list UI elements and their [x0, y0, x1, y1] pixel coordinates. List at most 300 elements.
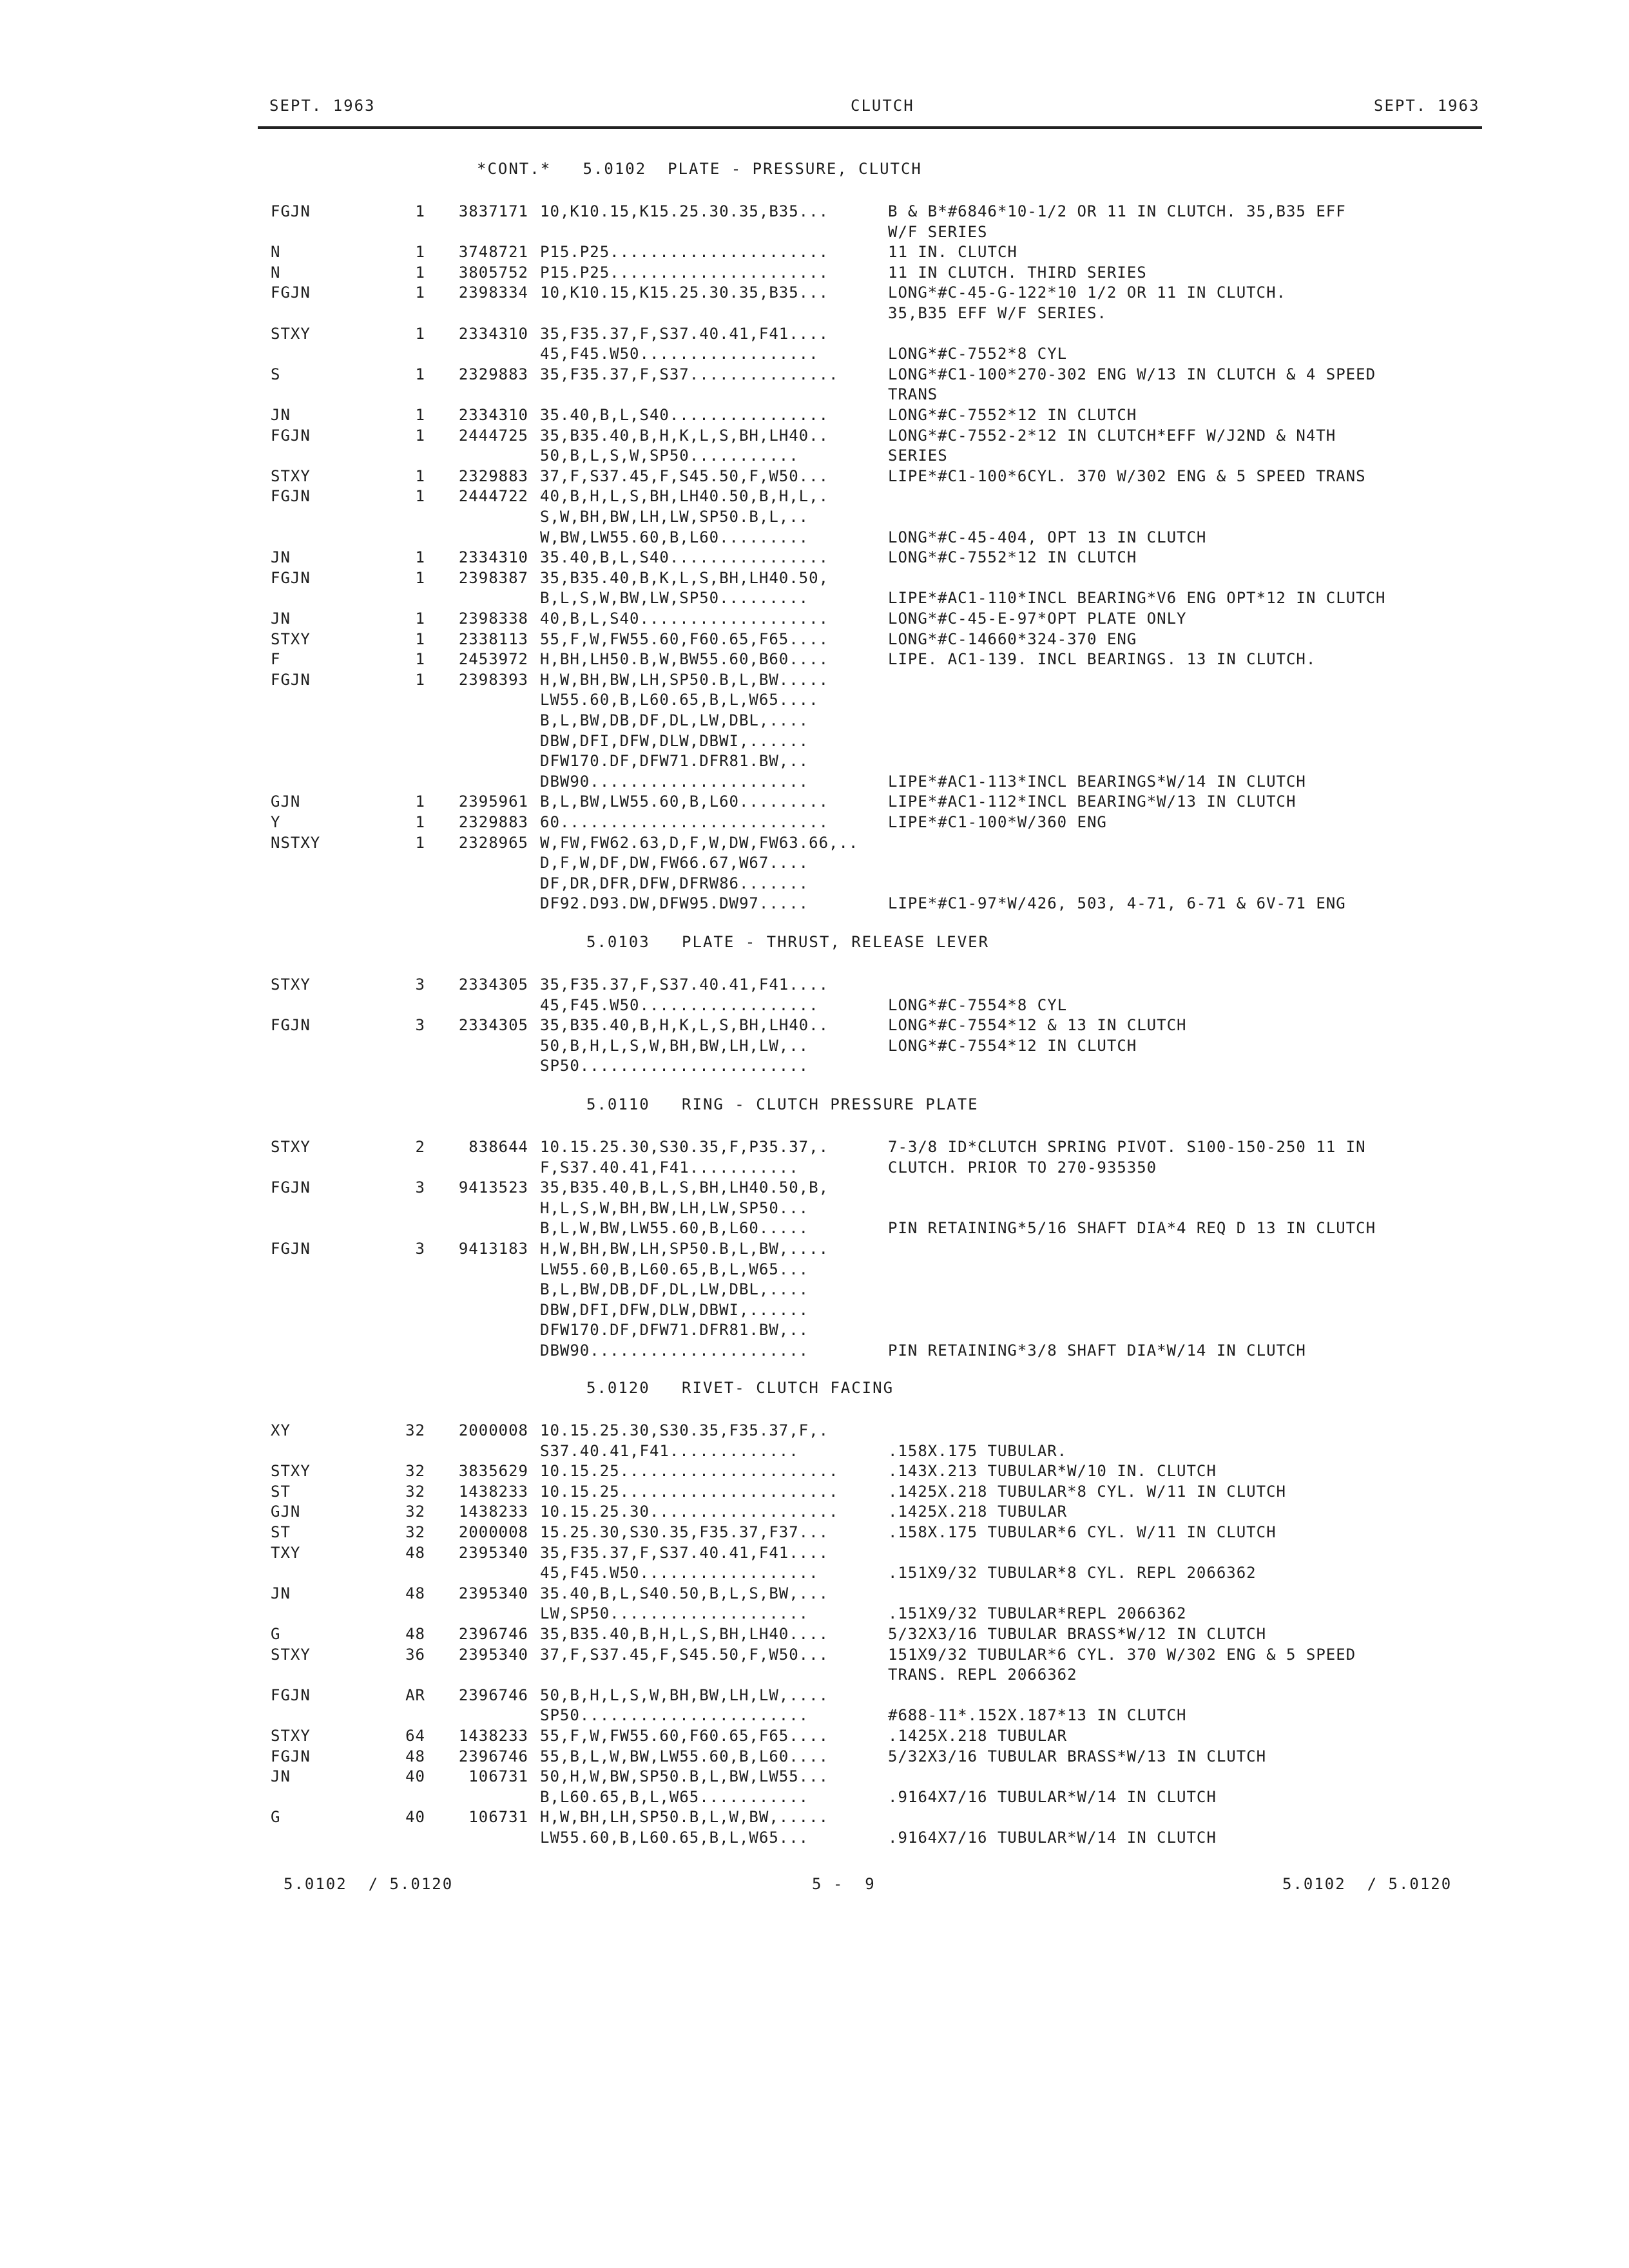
description: LONG*#C-7554*12 & 13 IN CLUTCH: [888, 1016, 1187, 1034]
part-row: [0, 1481, 1629, 1502]
description: .151X9/32 TUBULAR*REPL 2066362: [888, 1604, 1187, 1622]
model-list: H,BH,LH50.B,W,BW55.60,B60....: [540, 650, 829, 668]
part-row: [0, 242, 1629, 262]
part-row: [0, 262, 1629, 283]
model-code: ST: [271, 1483, 291, 1501]
model-list: 50,B,L,S,W,SP50...........: [540, 447, 799, 465]
model-list: 35,F35.37,F,S37.40.41,F41....: [540, 1544, 829, 1562]
description: 5/32X3/16 TUBULAR BRASS*W/12 IN CLUTCH: [888, 1625, 1267, 1643]
part-number: 2334310: [458, 325, 528, 343]
model-list: B,L,W,BW,LW55.60,B,L60.....: [540, 1219, 809, 1237]
model-list: 37,F,S37.45,F,S45.50,F,W50...: [540, 467, 829, 485]
part-number: 3835629: [458, 1462, 528, 1480]
description: LONG*#C-7552*8 CYL: [888, 345, 1068, 363]
model-code: FGJN: [271, 1747, 311, 1765]
description: LONG*#C-7554*8 CYL: [888, 996, 1068, 1014]
part-row: [0, 1238, 1629, 1259]
model-code: STXY: [271, 1462, 311, 1480]
part-number: 2453972: [458, 650, 528, 668]
model-code: FGJN: [271, 569, 311, 587]
model-list: SP50.......................: [540, 1706, 809, 1724]
quantity: 1: [415, 487, 425, 505]
model-list: 35,F35.37,F,S37.40.41,F41....: [540, 975, 829, 994]
quantity: 48: [405, 1544, 425, 1562]
part-row: [0, 1583, 1629, 1604]
model-code: STXY: [271, 467, 311, 485]
description: .1425X.218 TUBULAR: [888, 1727, 1068, 1745]
model-list: 55,B,L,W,BW,LW55.60,B,L60....: [540, 1747, 829, 1765]
model-code: FGJN: [271, 427, 311, 445]
part-number: 2329883: [458, 813, 528, 831]
part-number: 2396746: [458, 1686, 528, 1704]
description: LIPE. AC1-139. INCL BEARINGS. 13 IN CLUTCH.: [888, 650, 1316, 668]
model-list: 45,F45.W50..................: [540, 996, 819, 1014]
part-row: [0, 1725, 1629, 1746]
description: LIPE*#AC1-113*INCL BEARINGS*W/14 IN CLUTCH: [888, 773, 1306, 791]
quantity: 1: [415, 630, 425, 648]
part-row: [0, 812, 1629, 832]
model-list: H,W,BH,BW,LH,SP50.B,L,BW.....: [540, 671, 829, 689]
model-list: 35,B35.40,B,H,K,L,S,BH,LH40..: [540, 1016, 829, 1034]
model-code: ST: [271, 1523, 291, 1541]
description: 35,B35 EFF W/F SERIES.: [888, 304, 1107, 322]
section-title: 5.0110 RING - CLUTCH PRESSURE PLATE: [586, 1095, 979, 1113]
model-list: 35,F35.37,F,S37.40.41,F41....: [540, 325, 829, 343]
part-number: 106731: [468, 1767, 528, 1785]
part-row: [0, 425, 1629, 446]
quantity: 40: [405, 1808, 425, 1826]
quantity: AR: [405, 1686, 425, 1704]
part-row: [0, 303, 1629, 323]
model-list: 50,B,H,L,S,W,BH,BW,LH,LW,....: [540, 1686, 829, 1704]
description: #688-11*.152X.187*13 IN CLUTCH: [888, 1706, 1187, 1724]
part-number: 3748721: [458, 243, 528, 261]
part-row: [0, 791, 1629, 812]
model-list: LW,SP50....................: [540, 1604, 809, 1622]
model-list: 50,H,W,BW,SP50.B,L,BW,LW55...: [540, 1767, 829, 1785]
model-code: NSTXY: [271, 834, 321, 852]
quantity: 1: [415, 202, 425, 220]
part-number: 2328965: [458, 834, 528, 852]
model-list: 35,B35.40,B,H,L,S,BH,LH40....: [540, 1625, 829, 1643]
quantity: 1: [415, 813, 425, 831]
part-row: [0, 486, 1629, 506]
model-list: 10.15.25.30,S30.35,F35.37,F,.: [540, 1421, 829, 1439]
model-list: 45,F45.W50..................: [540, 345, 819, 363]
description: LONG*#C-45-404, OPT 13 IN CLUTCH: [888, 528, 1207, 546]
model-code: G: [271, 1625, 281, 1643]
section-title: 5.0120 RIVET- CLUTCH FACING: [586, 1379, 894, 1397]
model-list: S37.40.41,F41.............: [540, 1442, 799, 1460]
model-code: FGJN: [271, 284, 311, 302]
model-code: N: [271, 264, 281, 282]
model-list: 40,B,L,S40...................: [540, 610, 829, 628]
part-row: [0, 1624, 1629, 1644]
model-list: LW55.60,B,L60.65,B,L,W65...: [540, 1260, 809, 1278]
model-list: DBW,DFI,DFW,DLW,DBWI,......: [540, 732, 809, 750]
model-list: DF92.D93.DW,DFW95.DW97.....: [540, 894, 809, 912]
part-row: [0, 343, 1629, 364]
model-list: B,L,BW,DB,DF,DL,LW,DBL,....: [540, 1280, 809, 1298]
part-row: [0, 1664, 1629, 1685]
part-number: 2395340: [458, 1646, 528, 1664]
quantity: 2: [415, 1138, 425, 1156]
part-row: [0, 506, 1629, 527]
part-row: [0, 1522, 1629, 1542]
model-code: STXY: [271, 1727, 311, 1745]
quantity: 48: [405, 1747, 425, 1765]
part-row: [0, 1035, 1629, 1056]
description: LONG*#C-7552*12 IN CLUTCH: [888, 406, 1137, 424]
description: .1425X.218 TUBULAR*8 CYL. W/11 IN CLUTCH: [888, 1483, 1286, 1501]
quantity: 1: [415, 264, 425, 282]
part-row: [0, 547, 1629, 568]
quantity: 3: [415, 975, 425, 994]
description: .143X.213 TUBULAR*W/10 IN. CLUTCH: [888, 1462, 1217, 1480]
part-number: 1438233: [458, 1483, 528, 1501]
part-number: 2444725: [458, 427, 528, 445]
description: LONG*#C-14660*324-370 ENG: [888, 630, 1137, 648]
model-list: W,BW,LW55.60,B,L60.........: [540, 528, 809, 546]
model-code: STXY: [271, 975, 311, 994]
part-row: [0, 1644, 1629, 1665]
model-code: JN: [271, 548, 291, 566]
model-code: STXY: [271, 630, 311, 648]
description: .158X.175 TUBULAR*6 CYL. W/11 IN CLUTCH: [888, 1523, 1277, 1541]
quantity: 1: [415, 548, 425, 566]
description: LIPE*#C1-100*6CYL. 370 W/302 ENG & 5 SPEED TRANS: [888, 467, 1366, 485]
model-code: XY: [271, 1421, 291, 1439]
quantity: 32: [405, 1421, 425, 1439]
part-row: [0, 405, 1629, 425]
quantity: 32: [405, 1523, 425, 1541]
model-list: LW55.60,B,L60.65,B,L,W65...: [540, 1829, 809, 1847]
part-row: [0, 1320, 1629, 1340]
model-code: JN: [271, 1584, 291, 1602]
quantity: 32: [405, 1462, 425, 1480]
model-code: JN: [271, 610, 291, 628]
part-number: 2334305: [458, 975, 528, 994]
part-row: [0, 1441, 1629, 1461]
part-number: 2444722: [458, 487, 528, 505]
part-number: 2329883: [458, 365, 528, 383]
part-number: 2396746: [458, 1747, 528, 1765]
part-row: [0, 384, 1629, 405]
quantity: 1: [415, 325, 425, 343]
part-row: [0, 323, 1629, 344]
quantity: 3: [415, 1016, 425, 1034]
model-list: F,S37.40.41,F41...........: [540, 1158, 799, 1177]
quantity: 1: [415, 284, 425, 302]
model-list: 50,B,H,L,S,W,BH,BW,LH,LW,..: [540, 1037, 809, 1055]
part-row: [0, 1198, 1629, 1218]
quantity: 1: [415, 569, 425, 587]
quantity: 3: [415, 1240, 425, 1258]
part-row: [0, 1420, 1629, 1441]
part-number: 2396746: [458, 1625, 528, 1643]
description: .151X9/32 TUBULAR*8 CYL. REPL 2066362: [888, 1564, 1257, 1582]
model-code: FGJN: [271, 671, 311, 689]
model-list: 10.15.25.30...................: [540, 1503, 839, 1521]
part-number: 3805752: [458, 264, 528, 282]
part-row: [0, 1461, 1629, 1481]
model-list: DBW,DFI,DFW,DLW,DBWI,......: [540, 1301, 809, 1319]
model-code: FGJN: [271, 1240, 311, 1258]
part-row: [0, 1705, 1629, 1725]
part-row: [0, 527, 1629, 548]
description: LIPE*#C1-97*W/426, 503, 4-71, 6-71 & 6V-71 ENG: [888, 894, 1346, 912]
quantity: 1: [415, 671, 425, 689]
part-row: [0, 974, 1629, 995]
quantity: 36: [405, 1646, 425, 1664]
quantity: 1: [415, 467, 425, 485]
model-list: 15.25.30,S30.35,F35.37,F37...: [540, 1523, 829, 1541]
part-row: [0, 1177, 1629, 1198]
part-row: [0, 1137, 1629, 1157]
part-number: 1438233: [458, 1727, 528, 1745]
model-code: STXY: [271, 325, 311, 343]
part-row: [0, 1807, 1629, 1827]
model-code: N: [271, 243, 281, 261]
part-row: [0, 1603, 1629, 1624]
description: LIPE*#AC1-110*INCL BEARING*V6 ENG OPT*12 IN CLUTCH: [888, 589, 1386, 607]
model-code: Y: [271, 813, 281, 831]
part-row: [0, 1340, 1629, 1361]
part-number: 2338113: [458, 630, 528, 648]
model-list: 35.40,B,L,S40................: [540, 406, 829, 424]
part-row: [0, 832, 1629, 853]
footer-page-number: 5 - 9: [812, 1875, 876, 1893]
part-row: [0, 1157, 1629, 1178]
description: B & B*#6846*10-1/2 OR 11 IN CLUTCH. 35,B35 EFF: [888, 202, 1346, 220]
model-list: 45,F45.W50..................: [540, 1564, 819, 1582]
part-row: [0, 995, 1629, 1015]
part-row: [0, 1827, 1629, 1848]
part-row: [0, 629, 1629, 649]
model-list: W,FW,FW62.63,D,F,W,DW,FW63.66,..: [540, 834, 859, 852]
part-row: [0, 852, 1629, 873]
model-list: B,L,BW,LW55.60,B,L60.........: [540, 793, 829, 811]
model-list: LW55.60,B,L60.65,B,L,W65....: [540, 691, 819, 709]
model-list: 10,K10.15,K15.25.30.35,B35...: [540, 202, 829, 220]
model-list: DFW170.DF,DFW71.DFR81.BW,..: [540, 1321, 809, 1339]
description: 11 IN CLUTCH. THIRD SERIES: [888, 264, 1147, 282]
description: LONG*#C-45-G-122*10 1/2 OR 11 IN CLUTCH.: [888, 284, 1286, 302]
model-code: FGJN: [271, 487, 311, 505]
model-list: DFW170.DF,DFW71.DFR81.BW,..: [540, 752, 809, 770]
part-row: [0, 364, 1629, 385]
part-row: [0, 282, 1629, 303]
section-title: *CONT.* 5.0102 PLATE - PRESSURE, CLUTCH: [477, 160, 922, 178]
part-row: [0, 1218, 1629, 1238]
part-number: 2398334: [458, 284, 528, 302]
quantity: 48: [405, 1584, 425, 1602]
model-code: JN: [271, 1767, 291, 1785]
part-row: [0, 710, 1629, 731]
part-row: [0, 1279, 1629, 1300]
part-row: [0, 1542, 1629, 1563]
part-number: 2398338: [458, 610, 528, 628]
model-code: FGJN: [271, 1178, 311, 1196]
part-number: 2000008: [458, 1523, 528, 1541]
part-number: 2334310: [458, 548, 528, 566]
model-code: GJN: [271, 793, 301, 811]
description: 11 IN. CLUTCH: [888, 243, 1017, 261]
part-row: [0, 751, 1629, 771]
model-list: H,L,S,W,BH,BW,LH,LW,SP50...: [540, 1199, 809, 1217]
footer-range-right: 5.0102 / 5.0120: [1282, 1875, 1452, 1893]
part-row: [0, 568, 1629, 588]
model-list: 40,B,H,L,S,BH,LH40.50,B,H,L,.: [540, 487, 829, 505]
model-list: P15.P25......................: [540, 264, 829, 282]
description: .158X.175 TUBULAR.: [888, 1442, 1068, 1460]
model-list: 55,F,W,FW55.60,F60.65,F65....: [540, 630, 829, 648]
part-row: [0, 1766, 1629, 1787]
part-row: [0, 222, 1629, 242]
part-row: [0, 1746, 1629, 1767]
model-list: DBW90......................: [540, 1341, 809, 1360]
part-row: [0, 588, 1629, 608]
model-list: P15.P25......................: [540, 243, 829, 261]
model-code: TXY: [271, 1544, 301, 1562]
model-list: 35.40,B,L,S40................: [540, 548, 829, 566]
part-number: 2334310: [458, 406, 528, 424]
part-row: [0, 445, 1629, 466]
header-rule: [258, 126, 1482, 129]
part-row: [0, 1055, 1629, 1076]
model-code: S: [271, 365, 281, 383]
part-number: 2000008: [458, 1421, 528, 1439]
model-list: SP50.......................: [540, 1057, 809, 1075]
description: LONG*#C-7552*12 IN CLUTCH: [888, 548, 1137, 566]
model-list: 55,F,W,FW55.60,F60.65,F65....: [540, 1727, 829, 1745]
description: LIPE*#AC1-112*INCL BEARING*W/13 IN CLUTCH: [888, 793, 1296, 811]
quantity: 1: [415, 243, 425, 261]
part-number: 2334305: [458, 1016, 528, 1034]
header-date-left: SEPT. 1963: [269, 97, 376, 115]
quantity: 1: [415, 834, 425, 852]
part-row: [0, 669, 1629, 690]
part-row: [0, 201, 1629, 222]
description: LIPE*#C1-100*W/360 ENG: [888, 813, 1107, 831]
quantity: 1: [415, 365, 425, 383]
quantity: 48: [405, 1625, 425, 1643]
part-row: [0, 608, 1629, 629]
part-row: [0, 1562, 1629, 1583]
quantity: 32: [405, 1483, 425, 1501]
description: 7-3/8 ID*CLUTCH SPRING PIVOT. S100-150-250 11 IN: [888, 1138, 1366, 1156]
description: .1425X.218 TUBULAR: [888, 1503, 1068, 1521]
model-list: H,W,BH,BW,LH,SP50.B,L,BW,....: [540, 1240, 829, 1258]
model-list: B,L,BW,DB,DF,DL,LW,DBL,....: [540, 711, 809, 729]
model-list: 10.15.25......................: [540, 1462, 839, 1480]
model-code: FGJN: [271, 1016, 311, 1034]
model-code: STXY: [271, 1646, 311, 1664]
description: .9164X7/16 TUBULAR*W/14 IN CLUTCH: [888, 1829, 1217, 1847]
part-row: [0, 1501, 1629, 1522]
footer-range-left: 5.0102 / 5.0120: [284, 1875, 454, 1893]
header-title: CLUTCH: [851, 97, 914, 115]
part-row: [0, 466, 1629, 486]
part-number: 2398387: [458, 569, 528, 587]
model-list: 35,F35.37,F,S37...............: [540, 365, 839, 383]
model-code: FGJN: [271, 202, 311, 220]
part-row: [0, 873, 1629, 894]
description: TRANS. REPL 2066362: [888, 1666, 1077, 1684]
model-code: FGJN: [271, 1686, 311, 1704]
model-list: 10,K10.15,K15.25.30.35,B35...: [540, 284, 829, 302]
section-title: 5.0103 PLATE - THRUST, RELEASE LEVER: [586, 933, 990, 951]
part-number: 2395961: [458, 793, 528, 811]
part-row: [0, 893, 1629, 914]
part-row: [0, 649, 1629, 669]
part-number: 2329883: [458, 467, 528, 485]
description: LONG*#C-7552-2*12 IN CLUTCH*EFF W/J2ND & N4TH: [888, 427, 1336, 445]
part-number: 2398393: [458, 671, 528, 689]
model-list: 60...........................: [540, 813, 829, 831]
description: W/F SERIES: [888, 223, 988, 241]
quantity: 1: [415, 793, 425, 811]
quantity: 32: [405, 1503, 425, 1521]
part-row: [0, 1300, 1629, 1320]
model-list: B,L60.65,B,L,W65...........: [540, 1788, 809, 1806]
part-row: [0, 731, 1629, 751]
quantity: 1: [415, 610, 425, 628]
model-list: 37,F,S37.45,F,S45.50,F,W50...: [540, 1646, 829, 1664]
model-list: 10.15.25......................: [540, 1483, 839, 1501]
quantity: 1: [415, 406, 425, 424]
description: LONG*#C1-100*270-302 ENG W/13 IN CLUTCH & 4 SPEED: [888, 365, 1376, 383]
description: TRANS: [888, 385, 938, 403]
description: PIN RETAINING*5/16 SHAFT DIA*4 REQ D 13 IN CLUTCH: [888, 1219, 1376, 1237]
model-list: H,W,BH,LH,SP50.B,L,W,BW,.....: [540, 1808, 829, 1826]
model-code: GJN: [271, 1503, 301, 1521]
model-list: D,F,W,DF,DW,FW66.67,W67....: [540, 854, 809, 872]
part-number: 2395340: [458, 1584, 528, 1602]
model-code: F: [271, 650, 281, 668]
part-row: [0, 689, 1629, 710]
quantity: 3: [415, 1178, 425, 1196]
description: CLUTCH. PRIOR TO 270-935350: [888, 1158, 1157, 1177]
header-date-right: SEPT. 1963: [1374, 97, 1480, 115]
model-list: 35.40,B,L,S40.50,B,L,S,BW,...: [540, 1584, 829, 1602]
part-row: [0, 1685, 1629, 1706]
description: SERIES: [888, 447, 948, 465]
model-list: DF,DR,DFR,DFW,DFRW86.......: [540, 874, 809, 892]
model-list: 35,B35.40,B,K,L,S,BH,LH40.50,: [540, 569, 829, 587]
model-list: 35,B35.40,B,L,S,BH,LH40.50,B,: [540, 1178, 829, 1196]
quantity: 40: [405, 1767, 425, 1785]
model-code: G: [271, 1808, 281, 1826]
quantity: 1: [415, 427, 425, 445]
model-list: 10.15.25.30,S30.35,F,P35.37,.: [540, 1138, 829, 1156]
part-number: 2395340: [458, 1544, 528, 1562]
description: 5/32X3/16 TUBULAR BRASS*W/13 IN CLUTCH: [888, 1747, 1267, 1765]
model-list: S,W,BH,BW,LH,LW,SP50.B,L,..: [540, 508, 809, 526]
model-code: STXY: [271, 1138, 311, 1156]
model-list: 35,B35.40,B,H,K,L,S,BH,LH40..: [540, 427, 829, 445]
part-number: 3837171: [458, 202, 528, 220]
part-row: [0, 771, 1629, 792]
part-number: 838644: [468, 1138, 528, 1156]
part-number: 106731: [468, 1808, 528, 1826]
description: LONG*#C-45-E-97*OPT PLATE ONLY: [888, 610, 1187, 628]
part-number: 9413183: [458, 1240, 528, 1258]
part-row: [0, 1015, 1629, 1035]
quantity: 1: [415, 650, 425, 668]
description: 151X9/32 TUBULAR*6 CYL. 370 W/302 ENG & 5 SPEED: [888, 1646, 1356, 1664]
model-list: DBW90......................: [540, 773, 809, 791]
